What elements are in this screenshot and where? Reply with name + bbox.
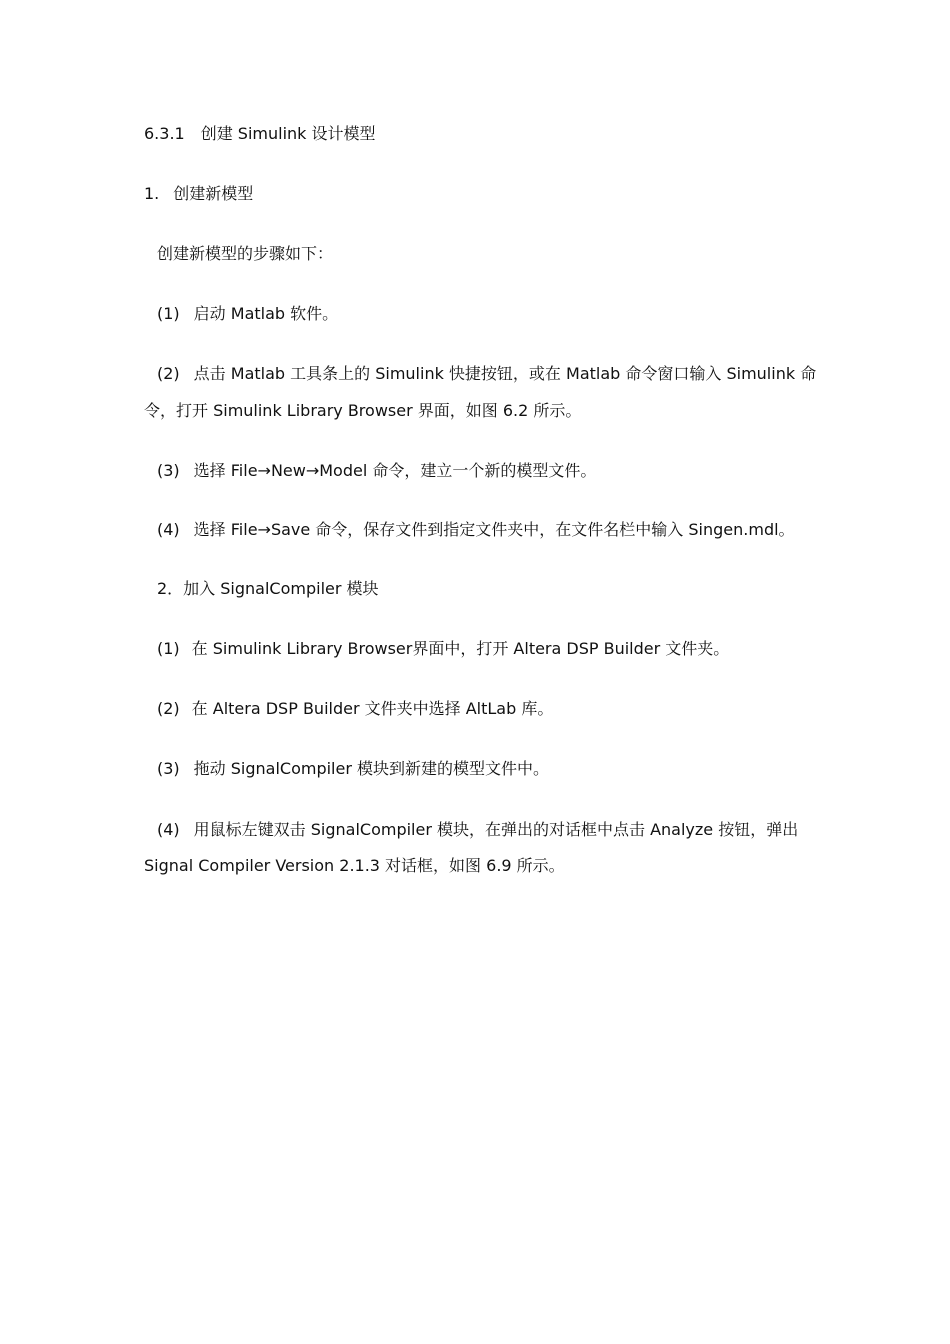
step-text: 用鼠标左键双击 SignalCompiler 模块，在弹出的对话框中点击 Analyze 按钮，弹出 <box>193 820 799 839</box>
part2-step-4 <box>157 820 827 840</box>
step-text: 在 Altera DSP Builder 文件夹中选择 AltLab 库。 <box>191 699 554 718</box>
section-heading-number: 6.3.1 <box>144 124 185 143</box>
step-number: (2) <box>157 364 180 383</box>
part2-step-1 <box>157 639 827 659</box>
part2-step-3 <box>157 759 827 779</box>
step-text: 选择 File→Save 命令，保存文件到指定文件夹中，在文件名栏中输入 Singen.mdl。 <box>193 520 795 539</box>
step-number: (4) <box>157 520 180 539</box>
part1-step-2-continuation: 令，打开 Simulink Library Browser 界面，如图 6.2 所示。 <box>144 401 582 420</box>
step-number: (2) <box>157 699 180 718</box>
part1-title-number: 1. <box>144 184 160 203</box>
step-number: (1) <box>157 304 180 323</box>
part1-intro: 创建新模型的步骤如下： <box>157 244 334 263</box>
step-text: 点击 Matlab 工具条上的 Simulink 快捷按钮，或在 Matlab 命令窗口输入 Simulink 命 <box>193 364 817 383</box>
part2-title: 2．加入 SignalCompiler 模块 <box>157 579 379 598</box>
part2-step-2 <box>157 699 827 719</box>
step-number: (1) <box>157 639 180 658</box>
part1-step-1 <box>157 304 827 324</box>
step-number: (4) <box>157 820 180 839</box>
section-heading <box>144 124 814 144</box>
part2-step-4-continuation: Signal Compiler Version 2.1.3 对话框，如图 6.9 所示。 <box>144 856 565 875</box>
part1-step-3 <box>157 461 827 481</box>
step-number: (3) <box>157 759 180 778</box>
part1-step-4 <box>157 520 827 540</box>
part1-step-2 <box>157 364 827 384</box>
step-text: 启动 Matlab 软件。 <box>193 304 339 323</box>
step-number: (3) <box>157 461 180 480</box>
part1-title <box>144 184 814 204</box>
step-text: 在 Simulink Library Browser界面中，打开 Altera DSP Builder 文件夹。 <box>191 639 730 658</box>
part1-title-text: 创建新模型 <box>173 184 254 203</box>
step-text: 拖动 SignalCompiler 模块到新建的模型文件中。 <box>193 759 550 778</box>
section-heading-title: 创建 Simulink 设计模型 <box>200 124 376 143</box>
step-text: 选择 File→New→Model 命令，建立一个新的模型文件。 <box>193 461 597 480</box>
